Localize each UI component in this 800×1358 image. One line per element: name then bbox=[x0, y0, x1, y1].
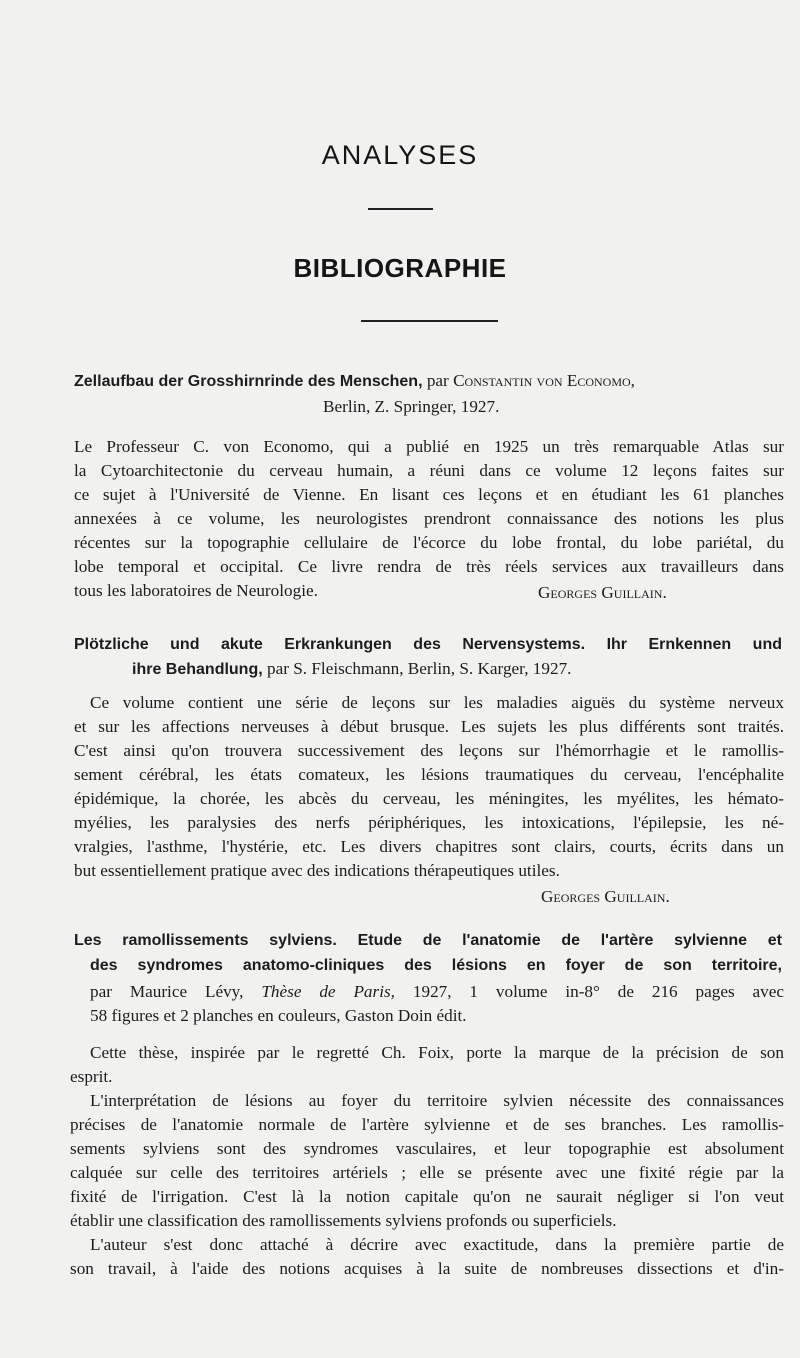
body-line: épidémique, la chorée, les abcès du cerveau, les méningites, les myélites, les hémato- bbox=[74, 789, 784, 808]
body-line: fixité de l'irrigation. C'est là la notion capitale qu'on ne saurait négliger si l'on veut bbox=[70, 1187, 784, 1206]
body-line: lobe temporal et occipital. Ce livre rendra de très réels services aux travailleurs dans bbox=[74, 557, 784, 576]
body-line: tous les laboratoires de Neurologie. bbox=[74, 581, 318, 600]
body-line: myélies, les paralysies des nerfs périphériques, les intoxications, l'épilepsie, les né- bbox=[74, 813, 784, 832]
citation-details: 1927, 1 volume in-8° de 216 pages avec bbox=[412, 982, 785, 1001]
body-line: L'auteur s'est donc attaché à décrire avec exactitude, dans la première partie de bbox=[90, 1235, 784, 1254]
publication-info: Berlin, Z. Springer, 1927. bbox=[323, 397, 500, 416]
book-title: Plötzliche und akute Erkrankungen des Nervensystems. Ihr Ernkennen und bbox=[74, 636, 782, 653]
by-word: par bbox=[426, 371, 449, 390]
body-line: établir une classification des ramollissements sylviens profonds ou superficiels. bbox=[70, 1211, 617, 1230]
body-line: la Cytoarchitectonie du cerveau humain, a réuni dans ce volume 12 leçons faites sur bbox=[74, 461, 784, 480]
signature: Georges Guillain. bbox=[538, 583, 667, 602]
book-title-cont: ihre Behandlung, bbox=[132, 661, 263, 678]
section-title: ANALYSES bbox=[321, 140, 479, 170]
body-line: but essentiellement pratique avec des indications thérapeutiques utiles. bbox=[74, 861, 560, 880]
author-name: par Maurice Lévy, bbox=[90, 982, 244, 1001]
body-line: et sur les affections nerveuses à début brusque. Les sujets les plus différents sont traités. bbox=[74, 717, 784, 736]
body-line: calquée sur celle des territoires artériels ; elle se présente avec une fixité régie par la bbox=[70, 1163, 784, 1182]
subsection-title: BIBLIOGRAPHIE bbox=[293, 253, 507, 283]
review-heading bbox=[132, 658, 571, 681]
body-line: C'est ainsi qu'on trouvera successivement des leçons sur l'hémorrhagie et le ramollis- bbox=[74, 741, 784, 760]
signature: Georges Guillain. bbox=[541, 887, 670, 906]
body-line: ce sujet à l'Université de Vienne. En lisant ces leçons et en étudiant les 61 planches bbox=[74, 485, 784, 504]
body-line: annexées à ce volume, les neurologistes prendront connaissance des notions les plus bbox=[74, 509, 784, 528]
book-title: Les ramollissements sylviens. Etude de l'anatomie de l'artère sylvienne et bbox=[74, 932, 782, 949]
body-line: Ce volume contient une série de leçons sur les maladies aiguës du système nerveux bbox=[90, 693, 784, 712]
book-title: Zellaufbau der Grosshirnrinde des Menschen, bbox=[74, 373, 423, 390]
body-line: sements sylviens sont des syndromes vasculaires, et leur topographie est absolument bbox=[70, 1139, 784, 1158]
book-title-cont: des syndromes anatomo-cliniques des lésions en foyer de son territoire, bbox=[90, 957, 782, 974]
review-heading bbox=[74, 370, 782, 393]
body-line: esprit. bbox=[70, 1067, 113, 1086]
citation bbox=[90, 981, 784, 1003]
body-line: récentes sur la topographie cellulaire de l'écorce du lobe frontal, du lobe pariétal, du bbox=[74, 533, 784, 552]
body-line: précises de l'anatomie normale de l'artère sylvienne et de ses branches. Les ramollis- bbox=[70, 1115, 784, 1134]
body-line: vralgies, l'asthme, l'hystérie, etc. Les divers chapitres sont clairs, courts, écrits dans un bbox=[74, 837, 784, 856]
body-line: Le Professeur C. von Economo, qui a publié en 1925 un très remarquable Atlas sur bbox=[74, 437, 784, 456]
subsection-divider bbox=[361, 320, 498, 322]
citation-cont: 58 figures et 2 planches en couleurs, Gaston Doin édit. bbox=[90, 1006, 467, 1025]
citation: par S. Fleischmann, Berlin, S. Karger, 1927. bbox=[266, 659, 572, 678]
body-line: Cette thèse, inspirée par le regretté Ch. Foix, porte la marque de la précision de son bbox=[90, 1043, 784, 1062]
body-line: sement cérébral, les états comateux, les lésions traumatiques du cerveau, l'encéphalite bbox=[74, 765, 784, 784]
thesis-title: Thèse de Paris, bbox=[261, 982, 395, 1001]
body-line: L'interprétation de lésions au foyer du territoire sylvien nécessite des connaissances bbox=[90, 1091, 784, 1110]
title-divider bbox=[368, 208, 433, 210]
body-line: son travail, à l'aide des notions acquises à la suite de nombreuses dissections et d'in- bbox=[70, 1259, 784, 1278]
author-name: Constantin von Economo, bbox=[453, 371, 635, 390]
